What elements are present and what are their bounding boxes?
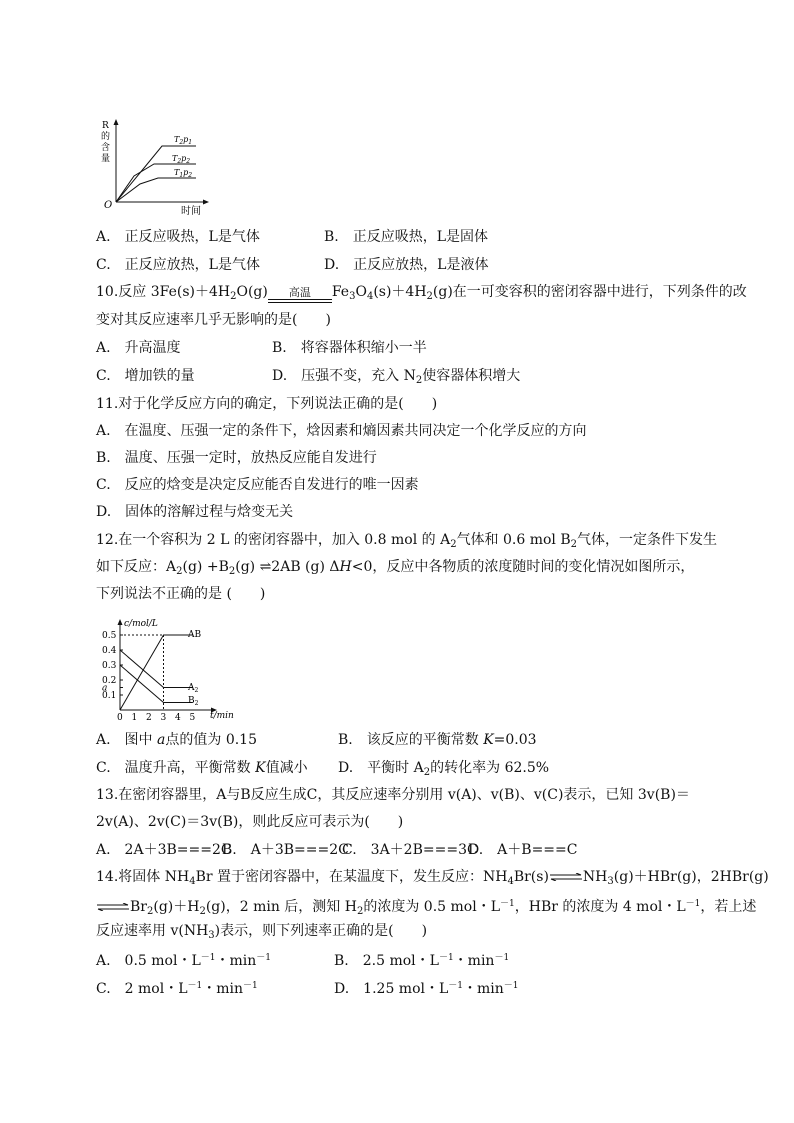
chart1-origin: O xyxy=(104,200,113,211)
q13-option-b[interactable]: B. A＋3B===2C xyxy=(222,842,349,858)
chart1-ylabel-1: R xyxy=(102,121,109,131)
q12-option-d[interactable]: D. 平衡时 $A_2$的转化率为 62.5% xyxy=(338,760,550,778)
chart1-ylabel-3: 含 xyxy=(101,143,111,153)
q10-stem-line2: 变对其反应速率几乎无影响的是( ) xyxy=(96,312,331,328)
q9-option-c[interactable]: C. 正反应放热，L是气体 xyxy=(96,257,260,273)
q14-option-d[interactable]: D. 1.25 mol・$L^{-1}$・$\min^{-1}$ xyxy=(334,981,519,997)
reaction-condition: 高温 xyxy=(268,287,332,303)
chart1-ylabel-2: 的 xyxy=(101,132,111,142)
q11-option-d[interactable]: D. 固体的溶解过程与焓变无关 xyxy=(96,504,294,520)
q11-stem: 11.对于化学反应方向的确定，下列说法正确的是( ) xyxy=(96,396,438,412)
q14-option-b[interactable]: B. 2.5 mol・$L^{-1}$・$\min^{-1}$ xyxy=(334,953,510,969)
q12-option-c[interactable]: C. 温度升高，平衡常数 K值减小 xyxy=(96,760,308,776)
q14-option-c[interactable]: C. 2 mol・$L^{-1}$・$\min^{-1}$ xyxy=(96,981,258,997)
chart1-xlabel: 时间 xyxy=(181,206,201,216)
q14-stem-line1: 14.将固体 $NH_4Br$ 置于密闭容器中，在某温度下，发生反应：$NH_4Br(s)$ $NH_3(g)+HBr(g)$，2HBr(g) xyxy=(96,869,769,887)
q12-stem-line2: 如下反应：$A_2(g) +B_2(g)$ ⇌2AB (g) ΔH<0，反应中各物质的浓度随时间的变化情况如图所示， xyxy=(96,559,695,577)
series-label-ab: AB xyxy=(188,630,202,640)
chart2-ytick: a xyxy=(102,683,108,694)
q11-option-b[interactable]: B. 温度、压强一定时，放热反应能自发进行 xyxy=(96,450,377,466)
label-t2p1: $T_2p_1$ xyxy=(174,135,193,146)
q11-option-a[interactable]: A. 在温度、压强一定的条件下，焓因素和熵因素共同决定一个化学反应的方向 xyxy=(96,423,587,439)
q11-option-c[interactable]: C. 反应的焓变是决定反应能否自发进行的唯一因素 xyxy=(96,477,419,493)
chart2-xtick: 1 xyxy=(131,713,138,722)
q13-option-d[interactable]: D. A＋B===C xyxy=(468,842,578,858)
chart2-xtick: 5 xyxy=(189,713,196,722)
q13-stem-line1: 13.在密闭容器里，A与B反应生成C，其反应速率分别用 v(A)、v(B)、v(C)表示，已知 3v(B)＝ xyxy=(96,787,690,803)
q10-option-b[interactable]: B. 将容器体积缩小一半 xyxy=(272,340,427,356)
q12-stem-line1: 12.在一个容积为 2 L 的密闭容器中，加入 0.8 mol 的 $A_2$气体和 0.6 mol $B_2$气体，一定条件下发生 xyxy=(96,532,718,550)
q9-option-b[interactable]: B. 正反应吸热，L是固体 xyxy=(324,229,489,245)
chart-r-content-vs-time xyxy=(98,116,218,216)
chart1-ylabel-4: 量 xyxy=(101,154,111,164)
q13-stem-line2: 2v(A)、2v(C)＝3v(B)，则此反应可表示为( ) xyxy=(96,814,404,830)
q10-option-d[interactable]: D. 压强不变，充入 $N_2$使容器体积增大 xyxy=(272,368,521,386)
curve-t1p2 xyxy=(116,178,196,202)
chart2-series-b2 xyxy=(120,665,193,703)
chart2-ytick: 0.1 xyxy=(102,691,117,701)
chart2-ytick: 0.4 xyxy=(102,646,117,656)
label-t1p2: $T_1p_2$ xyxy=(174,168,193,179)
label-t2p2: $T_2p_2$ xyxy=(172,154,191,165)
series-label-a2: $A_2$ xyxy=(188,683,199,694)
q14-stem-line3: 反应速率用 $v(NH_3)$表示，则下列速率正确的是( ) xyxy=(96,923,428,941)
chart2-ytick: 0.5 xyxy=(102,631,117,641)
q14-stem-line2: $Br_2(g)+H_2(g)$，2 min 后，测知 $H_2$的浓度为 0.5 mol・$L^{-1}$，HBr 的浓度为 4 mol・$L^{-1}$，若上述 xyxy=(96,895,756,921)
q10-option-c[interactable]: C. 增加铁的量 xyxy=(96,368,195,384)
chart2-xlabel: t/min xyxy=(210,711,234,721)
chart2-xtick: 3 xyxy=(160,713,167,722)
series-label-b2: $B_2$ xyxy=(188,696,199,707)
q10-option-a[interactable]: A. 升高温度 xyxy=(96,340,181,356)
equilibrium-arrow-2 xyxy=(96,903,130,911)
chart2-xtick: 4 xyxy=(175,713,181,722)
chart2-series-a2 xyxy=(120,650,193,688)
chart2-ytick: 0.3 xyxy=(102,661,117,671)
chart2-xtick: 0 xyxy=(117,713,123,722)
q12-option-a[interactable]: A. 图中 a点的值为 0.15 xyxy=(96,732,257,748)
q14-option-a[interactable]: A. 0.5 mol・$L^{-1}$・$\min^{-1}$ xyxy=(96,953,272,969)
q9-option-d[interactable]: D. 正反应放热，L是液体 xyxy=(324,257,489,273)
q10-stem-line1: 10.反应 $3Fe(s)+4H_2O(g)$ 高温 $Fe_3O_4(s)+4H_2(g)$在一可变容积的密闭容器中进行，下列条件的改 xyxy=(96,284,747,302)
q13-option-c[interactable]: C. 3A＋2B===3C xyxy=(342,842,478,858)
chart2-ylabel: c/mol/L xyxy=(124,619,158,629)
q12-option-b[interactable]: B. 该反应的平衡常数 K=0.03 xyxy=(338,732,537,748)
equilibrium-arrow xyxy=(549,873,583,881)
q13-option-a[interactable]: A. 2A＋3B===2C xyxy=(96,842,232,858)
chart-concentration-vs-time xyxy=(98,614,238,722)
chart2-series-ab xyxy=(120,635,193,710)
chart2-xtick: 2 xyxy=(146,713,152,722)
chart2-ytick: 0.2 xyxy=(102,676,117,686)
q9-option-a[interactable]: A. 正反应吸热，L是气体 xyxy=(96,229,260,245)
q12-stem-line3: 下列说法不正确的是 ( ) xyxy=(96,586,266,602)
